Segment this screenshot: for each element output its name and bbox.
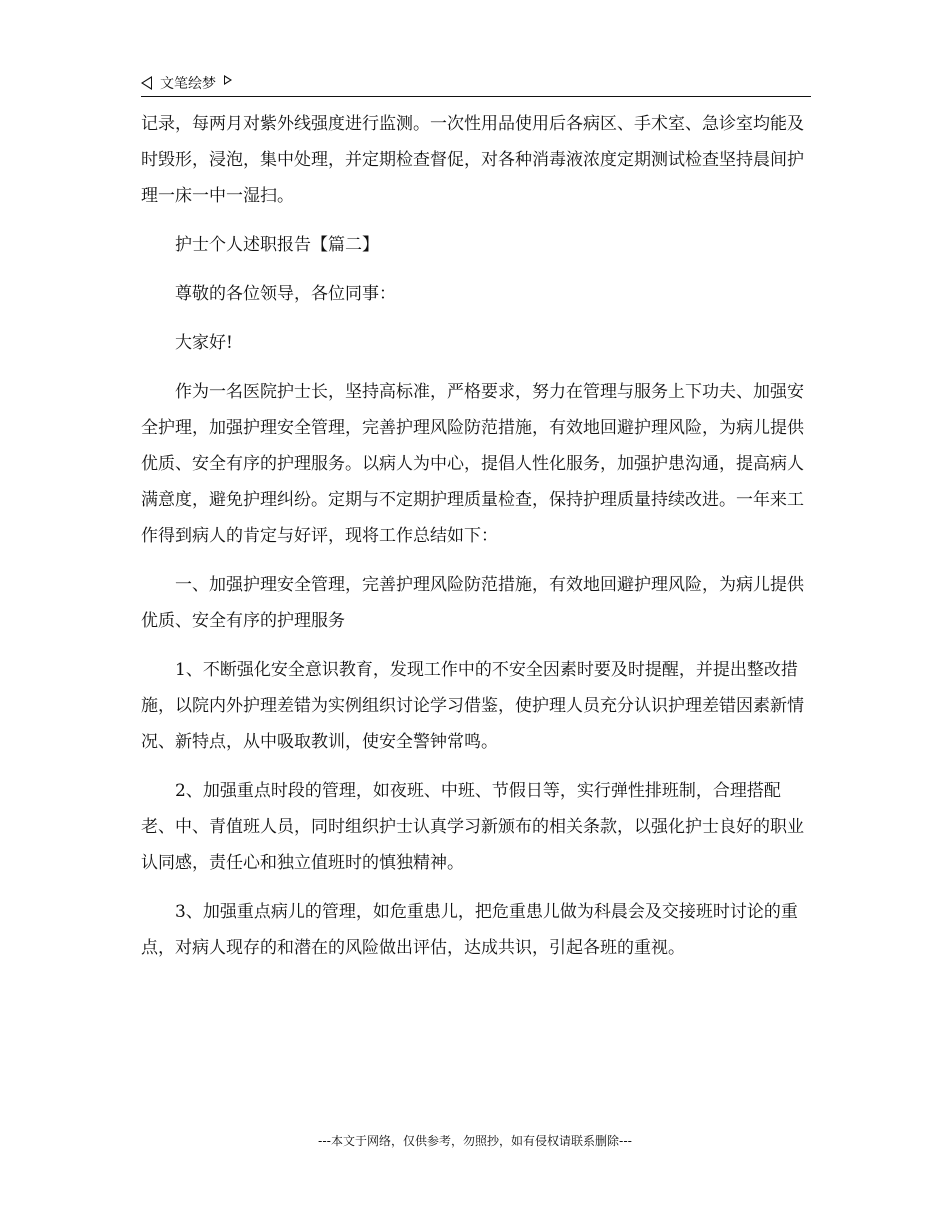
footer-disclaimer: ---本文于网络，仅供参考，勿照抄，如有侵权请联系删除---	[318, 1134, 632, 1148]
header-divider	[141, 96, 811, 97]
greeting: 大家好!	[175, 333, 233, 353]
document-body	[141, 106, 811, 979]
triangle-right-icon	[224, 75, 232, 85]
paragraph-intro: 作为一名医院护士长，坚持高标准，严格要求，努力在管理与服务上下功夫、加强安全护理，加强护理安全管理，完善护理风险防范措施，有效地回避护理风险，为病儿提供优质、安全有序的护理服务。以病人为中心，提倡人性化服务，加强护患沟通，提高病人满意度，避免护理纠纷。定期与不定期护理质量检查，保持护理质量持续改进。一年来工作得到病人的肯定与好评，现将工作总结如下：	[141, 382, 804, 546]
paragraph-item-3: 3、加强重点病儿的管理，如危重患儿，把危重患儿做为科晨会及交接班时讨论的重点，对病人现存的和潜在的风险做出评估，达成共识，引起各班的重视。	[141, 902, 798, 958]
heading-section-one: 一、加强护理安全管理，完善护理风险防范措施，有效地回避护理风险，为病儿提供优质、安全有序的护理服务	[141, 575, 804, 631]
salutation: 尊敬的各位领导，各位同事：	[175, 284, 396, 304]
triangle-left-icon	[141, 76, 152, 90]
header-brand: 文笔绘梦	[160, 76, 216, 92]
page-header	[141, 72, 811, 94]
paragraph-item-2: 2、加强重点时段的管理，如夜班、中班、节假日等，实行弹性排班制，合理搭配老、中、青值班人员，同时组织护士认真学习新颁布的相关条款，以强化护士良好的职业认同感，责任心和独立值班时的慎独精神。	[141, 781, 804, 873]
paragraph-continued: 记录，每两月对紫外线强度进行监测。一次性用品使用后各病区、手术室、急诊室均能及时毁形，浸泡，集中处理，并定期检查督促，对各种消毒液浓度定期测试检查坚持晨间护理一床一中一湿扫。	[141, 114, 804, 206]
section-title: 护士个人述职报告【篇二】	[175, 235, 379, 255]
paragraph-item-1: 1、不断强化安全意识教育，发现工作中的不安全因素时要及时提醒，并提出整改措施，以院内外护理差错为实例组织讨论学习借鉴，使护理人员充分认识护理差错因素新情况、新特点，从中吸取教训，使安全警钟常鸣。	[141, 660, 804, 752]
